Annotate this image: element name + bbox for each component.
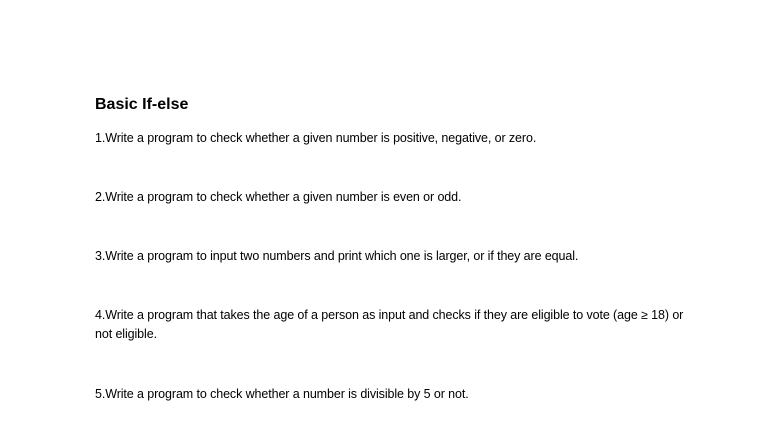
exercise-1: 1.Write a program to check whether a given number is positive, negative, or zero. bbox=[95, 131, 537, 145]
exercise-4: 4.Write a program that takes the age of a person as input and checks if they are eligible to vote (age ≥ 18) or not eligible. bbox=[95, 308, 684, 341]
exercise-5: 5.Write a program to check whether a number is divisible by 5 or not. bbox=[95, 387, 469, 401]
section-heading: Basic If-else bbox=[95, 96, 189, 113]
exercise-2: 2.Write a program to check whether a given number is even or odd. bbox=[95, 190, 462, 204]
exercise-3: 3.Write a program to input two numbers and print which one is larger, or if they are equal. bbox=[95, 249, 579, 263]
document-content bbox=[95, 95, 695, 401]
